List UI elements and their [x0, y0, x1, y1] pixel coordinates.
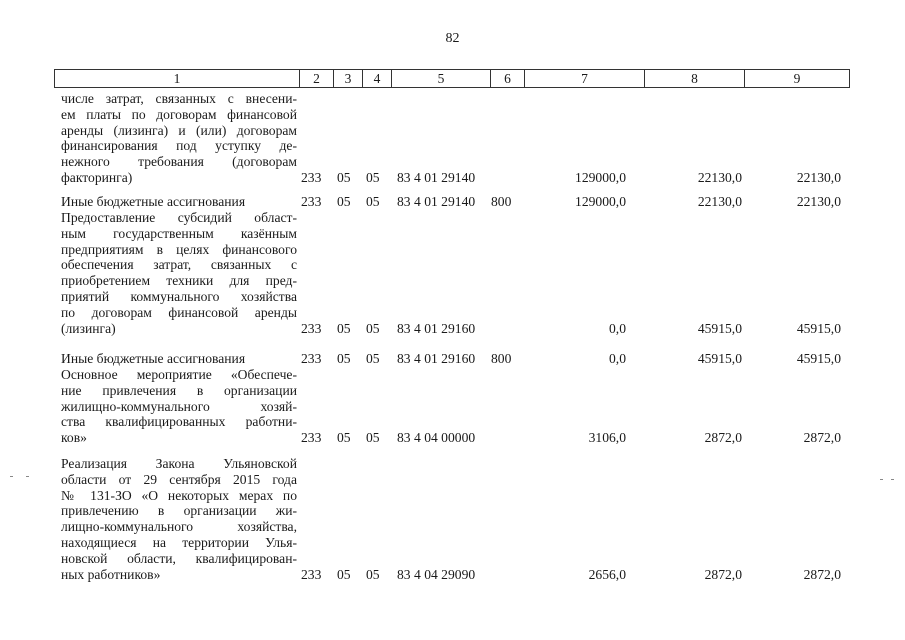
row-description	[61, 91, 297, 186]
scan-mark	[26, 476, 29, 477]
description-line: жилищно-коммунального хозяй-	[61, 398, 297, 414]
row-col-3: 05	[337, 170, 351, 185]
row-col-5-code: 83 4 04 29090	[397, 566, 476, 582]
description-line: числе затрат, связанных с внесени-	[61, 91, 297, 106]
description-line: факторинга)	[61, 169, 133, 185]
header-col-4: 4	[363, 70, 392, 87]
row-col-7-amount: 129000,0	[575, 194, 626, 209]
row-col-2: 233	[301, 430, 322, 446]
row-description	[61, 194, 297, 210]
row-col-7-amount: 2656,0	[588, 566, 626, 582]
row-col-4: 05	[366, 320, 380, 336]
header-col-9: 9	[793, 71, 801, 86]
row-col-9-amount: 45915,0	[796, 351, 841, 366]
description-line: Основное мероприятие «Обеспече-	[61, 367, 297, 382]
row-description	[61, 456, 297, 582]
row-col-4: 05	[366, 566, 380, 582]
description-line: приятий коммунального хозяйства	[61, 288, 297, 304]
row-col-3: 05	[337, 194, 351, 209]
row-col-8-amount: 2872,0	[704, 566, 742, 582]
description-line: ным государственным казённым	[61, 225, 297, 241]
row-col-4: 05	[366, 351, 380, 366]
header-col-5: 5	[392, 70, 491, 87]
description-line: аренды (лизинга) и (или) договорам	[61, 122, 297, 138]
row-col-5-code: 83 4 04 00000	[397, 430, 476, 446]
page-number: 82	[445, 31, 460, 46]
table-header	[54, 69, 850, 88]
description-line: № 131-ЗО «О некоторых мерах по	[61, 487, 297, 503]
description-line: предприятиям в целях финансового	[61, 241, 297, 257]
description-line: Иные бюджетные ассигнования	[61, 351, 246, 366]
row-description	[61, 367, 297, 446]
row-col-5-code: 83 4 01 29160	[397, 351, 476, 366]
row-col-5-code: 83 4 01 29160	[397, 320, 476, 336]
description-line: приобретением техники для пред-	[61, 273, 297, 289]
row-col-4: 05	[366, 430, 380, 446]
row-col-2: 233	[301, 351, 322, 366]
row-col-8-amount: 2872,0	[704, 430, 742, 446]
row-col-8-amount: 45915,0	[697, 320, 742, 336]
description-line: Иные бюджетные ассигнования	[61, 194, 246, 209]
row-col-2: 233	[301, 566, 322, 582]
header-col-1: 1	[55, 70, 300, 87]
row-col-5-code: 83 4 01 29140	[397, 194, 476, 209]
description-line: новской области, квалифицирован-	[61, 550, 297, 566]
row-col-5-code: 83 4 01 29140	[397, 170, 476, 185]
row-col-7-amount: 0,0	[609, 320, 626, 336]
description-line: привлечению в организации жи-	[61, 503, 297, 519]
description-line: находящиеся на территории Улья-	[61, 534, 297, 550]
row-col-8-amount: 45915,0	[697, 351, 742, 366]
row-col-9-amount: 22130,0	[796, 170, 841, 185]
header-col-6: 6	[491, 70, 525, 87]
description-line: финансирования под уступку де-	[61, 138, 297, 154]
row-col-2: 233	[301, 194, 322, 209]
description-line: обеспечения затрат, связанных с	[61, 257, 297, 273]
description-line: ства квалифицированных работни-	[61, 414, 297, 430]
description-line: нежного требования (договорам	[61, 154, 297, 170]
description-line: лищно-коммунального хозяйства,	[61, 519, 297, 535]
description-line: ных работников»	[61, 566, 161, 582]
scan-mark	[891, 479, 894, 480]
row-col-8-amount: 22130,0	[697, 170, 742, 185]
description-line: Реализация Закона Ульяновской	[61, 456, 297, 471]
row-col-9-amount: 2872,0	[803, 566, 841, 582]
row-description	[61, 210, 297, 336]
row-col-7-amount: 0,0	[609, 351, 626, 366]
row-col-7-amount: 3106,0	[588, 430, 626, 446]
row-col-9-amount: 2872,0	[803, 430, 841, 446]
description-line: (лизинга)	[61, 320, 116, 336]
scan-mark	[880, 479, 883, 480]
header-col-3: 3	[334, 70, 363, 87]
row-col-3: 05	[337, 566, 351, 582]
row-col-9-amount: 45915,0	[796, 320, 841, 336]
header-col-7: 7	[525, 70, 645, 87]
description-line: ков»	[61, 430, 87, 446]
row-col-4: 05	[366, 170, 380, 185]
description-line: по договорам финансовой аренды	[61, 304, 297, 320]
row-description	[61, 351, 297, 367]
description-line: ем платы по договорам финансовой	[61, 106, 297, 122]
header-col-8: 8	[645, 70, 745, 87]
row-col-8-amount: 22130,0	[697, 194, 742, 209]
description-line: ние привлечения в организации	[61, 382, 297, 398]
row-col-7-amount: 129000,0	[575, 170, 626, 185]
row-col-3: 05	[337, 351, 351, 366]
header-col-2: 2	[300, 70, 334, 87]
row-col-9-amount: 22130,0	[796, 194, 841, 209]
row-col-6: 800	[491, 351, 512, 366]
row-col-2: 233	[301, 320, 322, 336]
row-col-3: 05	[337, 320, 351, 336]
row-col-4: 05	[366, 194, 380, 209]
row-col-3: 05	[337, 430, 351, 446]
row-col-6: 800	[491, 194, 512, 209]
row-col-2: 233	[301, 170, 322, 185]
description-line: области от 29 сентября 2015 года	[61, 471, 297, 487]
description-line: Предоставление субсидий област-	[61, 210, 297, 225]
scan-mark	[10, 476, 13, 477]
